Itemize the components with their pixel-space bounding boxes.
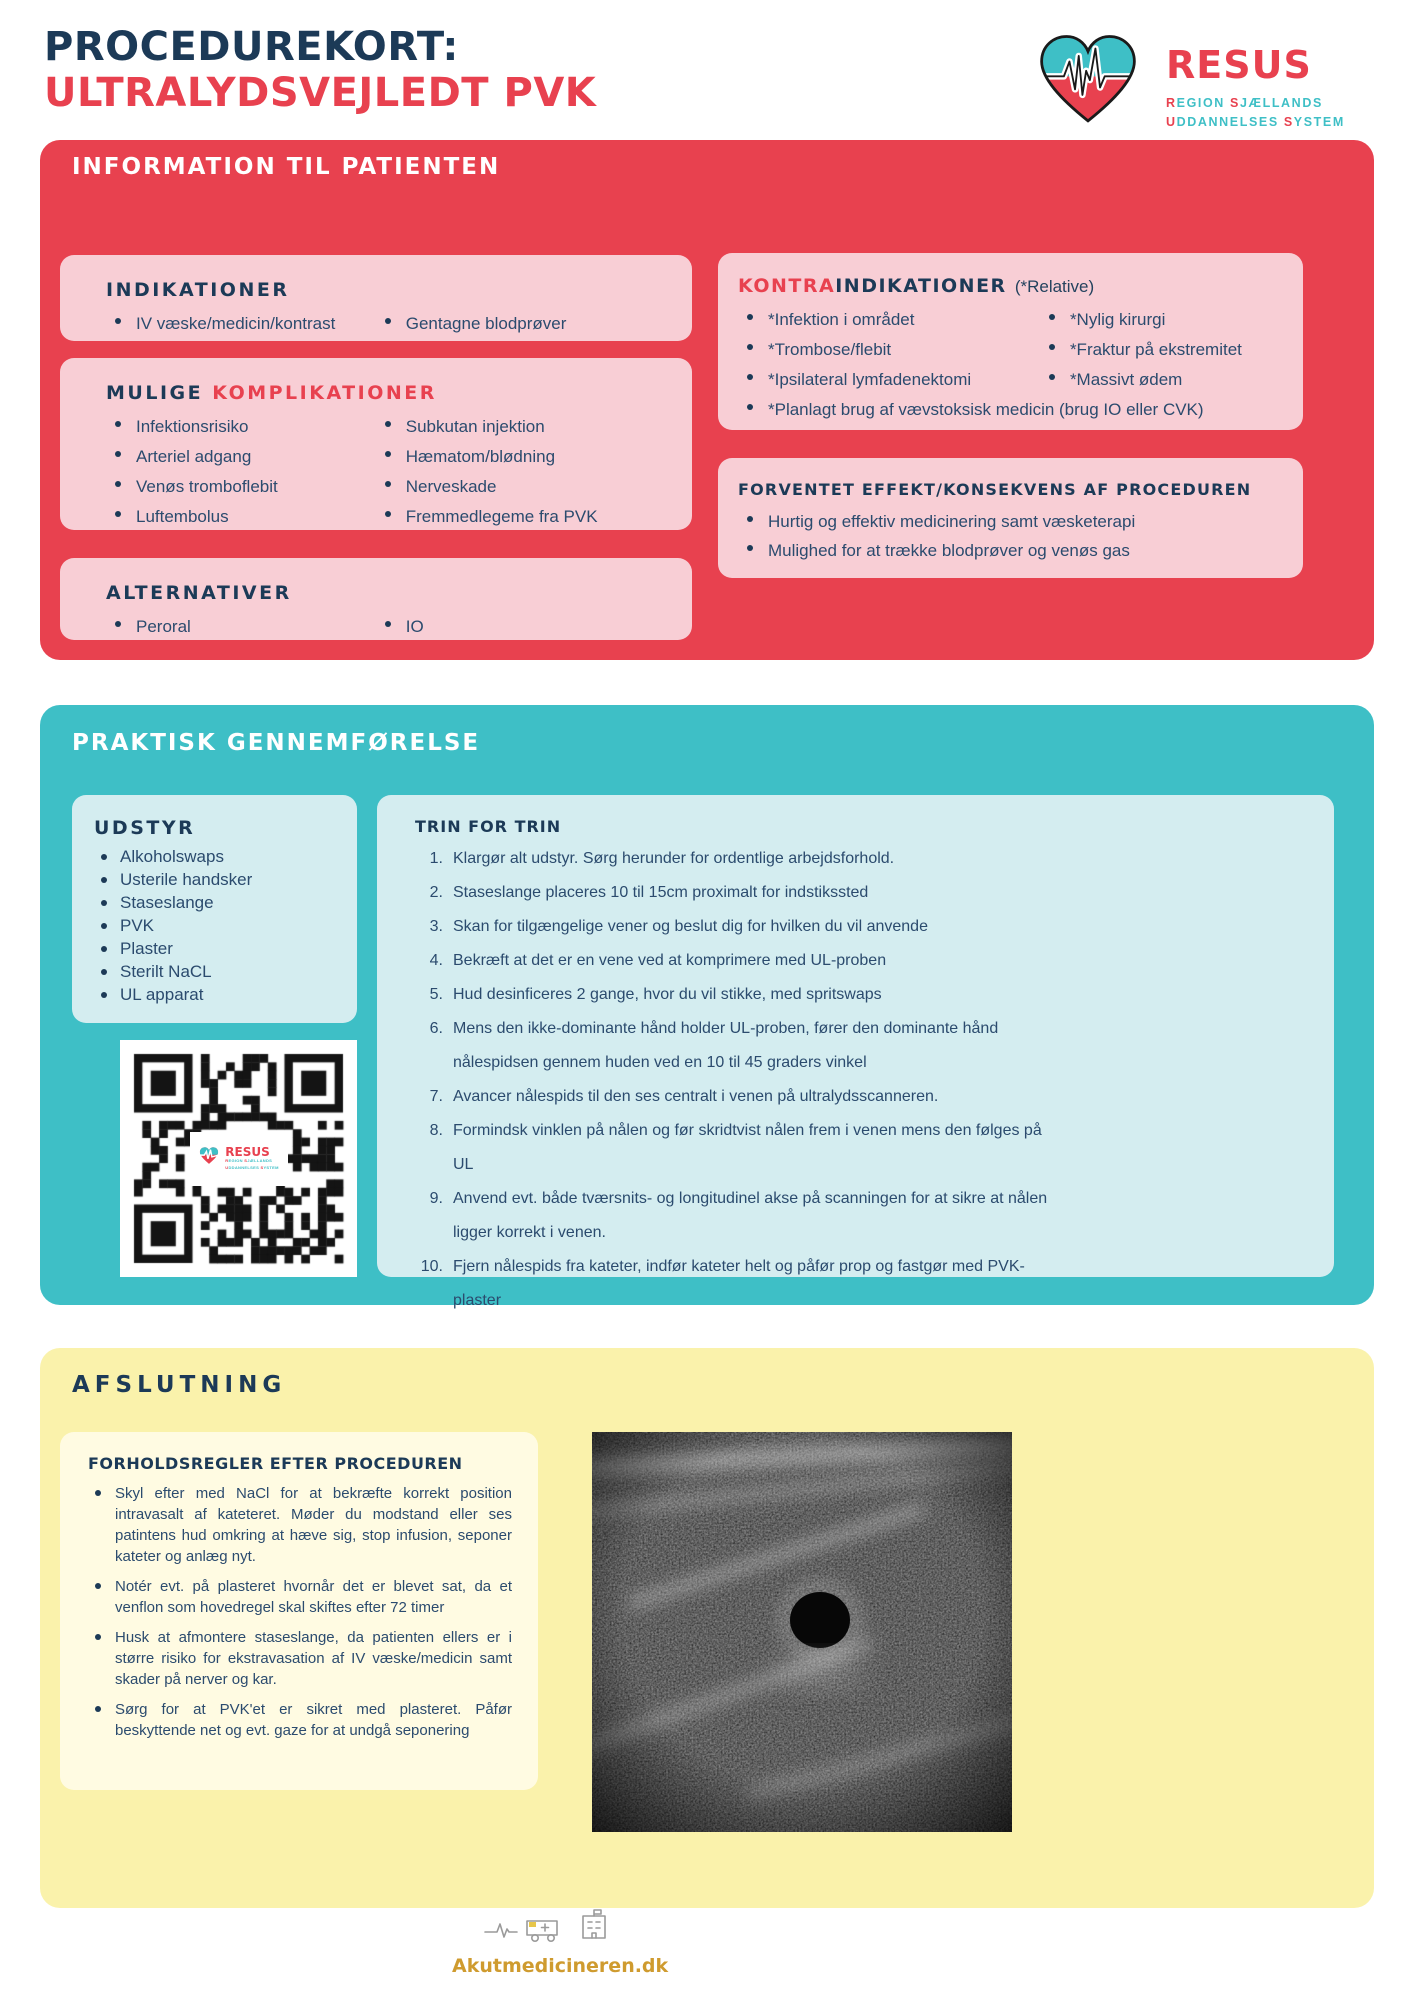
- list-item: Husk at afmontere staseslange, da patienten ellers er i større risiko for ekstravasation af IV væske/medicin samt skader på nerver og kar.: [88, 1627, 512, 1690]
- indikationer-list-col2: [376, 309, 668, 339]
- list-item: Fremmedlegeme fra PVK: [376, 502, 668, 532]
- step-item: Mens den ikke-dominante hånd holder UL-proben, fører den dominante hånd nålespidsen gennem huden ved en 10 til 45 graders vinkel: [453, 1020, 999, 1071]
- list-item: Peroral: [106, 612, 376, 642]
- list-item: Luftembolus: [106, 502, 376, 532]
- udstyr-card: [72, 795, 357, 1023]
- praktisk-section-title: PRAKTISK GENNEMFØRELSE: [72, 730, 481, 756]
- list-item: Hæmatom/blødning: [376, 442, 668, 472]
- forventet-effekt-list: [738, 507, 1287, 565]
- list-item: Subkutan injektion: [376, 412, 668, 442]
- resus-subtitle: [1166, 94, 1345, 133]
- info-section: [40, 140, 1374, 660]
- list-item: Infektionsrisiko: [106, 412, 376, 442]
- list-item: Usterile handsker: [94, 868, 343, 891]
- komplikationer-card: [60, 358, 692, 530]
- heart-ekg-icon: [1032, 30, 1144, 137]
- list-item: Arteriel adgang: [106, 442, 376, 472]
- kontraindikationer-list-full: [738, 395, 1287, 425]
- list-item: Sørg for at PVK'et er sikret med plasteret. Påfør beskyttende net og evt. gaze for at undgå seponering: [88, 1699, 512, 1741]
- praktisk-section: [40, 705, 1374, 1309]
- list-item: *Ipsilateral lymfadenektomi: [738, 365, 1040, 395]
- info-section-title: INFORMATION TIL PATIENTEN: [72, 154, 501, 180]
- forventet-effekt-title: FORVENTET EFFEKT/KONSEKVENS AF PROCEDUREN: [738, 480, 1252, 499]
- kontraindikationer-list-col1: [738, 305, 1040, 395]
- indikationer-title: INDIKATIONER: [106, 279, 290, 301]
- page-title-line1: PROCEDUREKORT:: [44, 24, 459, 70]
- list-item: *Fraktur på ekstremitet: [1040, 335, 1287, 365]
- page-title-line2: ULTRALYDSVEJLEDT PVK: [44, 70, 597, 117]
- afslutning-section-title: AFSLUTNING: [72, 1372, 287, 1398]
- qr-code: [120, 1040, 357, 1277]
- resus-logo: [1032, 30, 1345, 137]
- forholdsregler-card: [60, 1432, 538, 1790]
- alternativer-card: [60, 558, 692, 640]
- step-item: Avancer nålespids til den ses centralt i venen på ultralydsscanneren.: [453, 1088, 939, 1105]
- list-item: Mulighed for at trække blodprøver og venøs gas: [738, 536, 1287, 565]
- udstyr-title: UDSTYR: [94, 817, 196, 839]
- indikationer-card: [60, 255, 692, 341]
- step-item: Anvend evt. både tværsnits- og longitudinel akse på scanningen for at sikre at nålen ligger korrekt i venen.: [453, 1190, 1048, 1241]
- ultrasound-image: [592, 1432, 1012, 1832]
- list-item: Hurtig og effektiv medicinering samt væsketerapi: [738, 507, 1287, 536]
- qr-logo-text: [225, 1146, 278, 1171]
- footer: [452, 1908, 669, 1977]
- list-item: *Massivt ødem: [1040, 365, 1287, 395]
- list-item: *Infektion i området: [738, 305, 1040, 335]
- list-item: Alkoholswaps: [94, 845, 343, 868]
- trin-for-trin-card: [377, 795, 1334, 1309]
- list-item: IV væske/medicin/kontrast: [106, 309, 376, 339]
- step-item: Formindsk vinklen på nålen og før skridtvist nålen frem i venen mens den følges på UL: [453, 1122, 1042, 1173]
- step-item: Staseslange placeres 10 til 15cm proximalt for indstikssted: [453, 884, 869, 901]
- resus-wordmark: [1166, 30, 1345, 133]
- list-item: *Planlagt brug af vævstoksisk medicin (brug IO eller CVK): [738, 395, 1287, 425]
- step-item: Skan for tilgængelige vener og beslut dig for hvilken du vil anvende: [453, 918, 928, 935]
- afslutning-section: [40, 1348, 1374, 1908]
- heart-ekg-icon-small: [198, 1146, 220, 1171]
- list-item: IO: [376, 612, 668, 642]
- forholdsregler-title: FORHOLDSREGLER EFTER PROCEDUREN: [88, 1454, 463, 1473]
- forventet-effekt-card: [718, 458, 1303, 578]
- alternativer-title: ALTERNATIVER: [106, 582, 292, 604]
- qr-logo-subtitle: REGION SJÆLLANDS UDDANNELSES SYSTEM: [225, 1158, 279, 1170]
- alternativer-list-col2: [376, 612, 668, 642]
- qr-center-logo: [190, 1132, 288, 1186]
- page-title: [44, 24, 596, 117]
- trin-for-trin-title: TRIN FOR TRIN: [415, 817, 562, 836]
- list-item: Notér evt. på plasteret hvornår det er blevet sat, da et venflon som hovedregel skal skiftes efter 72 timer: [88, 1576, 512, 1618]
- kontraindikationer-title: KONTRAINDIKATIONER (*Relative): [738, 275, 1095, 297]
- list-item: Venøs tromboflebit: [106, 472, 376, 502]
- list-item: *Nylig kirurgi: [1040, 305, 1287, 335]
- step-item: Bekræft at det er en vene ved at komprimere med UL-proben: [453, 952, 887, 969]
- resus-brand: RESUS: [1166, 43, 1312, 87]
- step-item: Hud desinficeres 2 gange, hvor du vil stikke, med spritswaps: [453, 986, 882, 1003]
- kontraindikationer-list-col2: [1040, 305, 1287, 395]
- list-item: Gentagne blodprøver: [376, 309, 668, 339]
- qr-logo-brand: RESUS: [225, 1145, 270, 1160]
- list-item: PVK: [94, 914, 343, 937]
- resus-subtitle-line1: REGION SJÆLLANDS: [1166, 96, 1323, 110]
- komplikationer-list-col1: [106, 412, 376, 532]
- komplikationer-title: MULIGE KOMPLIKATIONER: [106, 382, 437, 404]
- forholdsregler-list: [88, 1483, 512, 1741]
- step-item: Fjern nålespids fra kateter, indfør kateter helt og påfør prop og fastgør med PVK-plaster: [453, 1258, 1025, 1309]
- trin-for-trin-steps: [415, 842, 1063, 1318]
- komplikationer-list-col2: [376, 412, 668, 532]
- resus-subtitle-line2: UDDANNELSES SYSTEM: [1166, 115, 1345, 130]
- list-item: Plaster: [94, 937, 343, 960]
- list-item: Sterilt NaCL: [94, 960, 343, 983]
- udstyr-list: [94, 845, 343, 1006]
- step-item: Klargør alt udstyr. Sørg herunder for ordentlige arbejdsforhold.: [453, 850, 895, 867]
- list-item: *Trombose/flebit: [738, 335, 1040, 365]
- list-item: Skyl efter med NaCl for at bekræfte korrekt position intravasalt af kateteret. Møder du modstand eller ses patintens hud omkring at hæve sig, stop infusion, seponer kateter og anlæg nyt.: [88, 1483, 512, 1567]
- indikationer-list-col1: [106, 309, 376, 339]
- kontraindikationer-card: [718, 253, 1303, 430]
- list-item: Staseslange: [94, 891, 343, 914]
- list-item: Nerveskade: [376, 472, 668, 502]
- list-item: UL apparat: [94, 983, 343, 1006]
- footer-brand: Akutmedicineren.dk: [452, 1955, 669, 1977]
- alternativer-list-col1: [106, 612, 376, 642]
- akutmedicineren-sketch-icon: [483, 1935, 633, 1952]
